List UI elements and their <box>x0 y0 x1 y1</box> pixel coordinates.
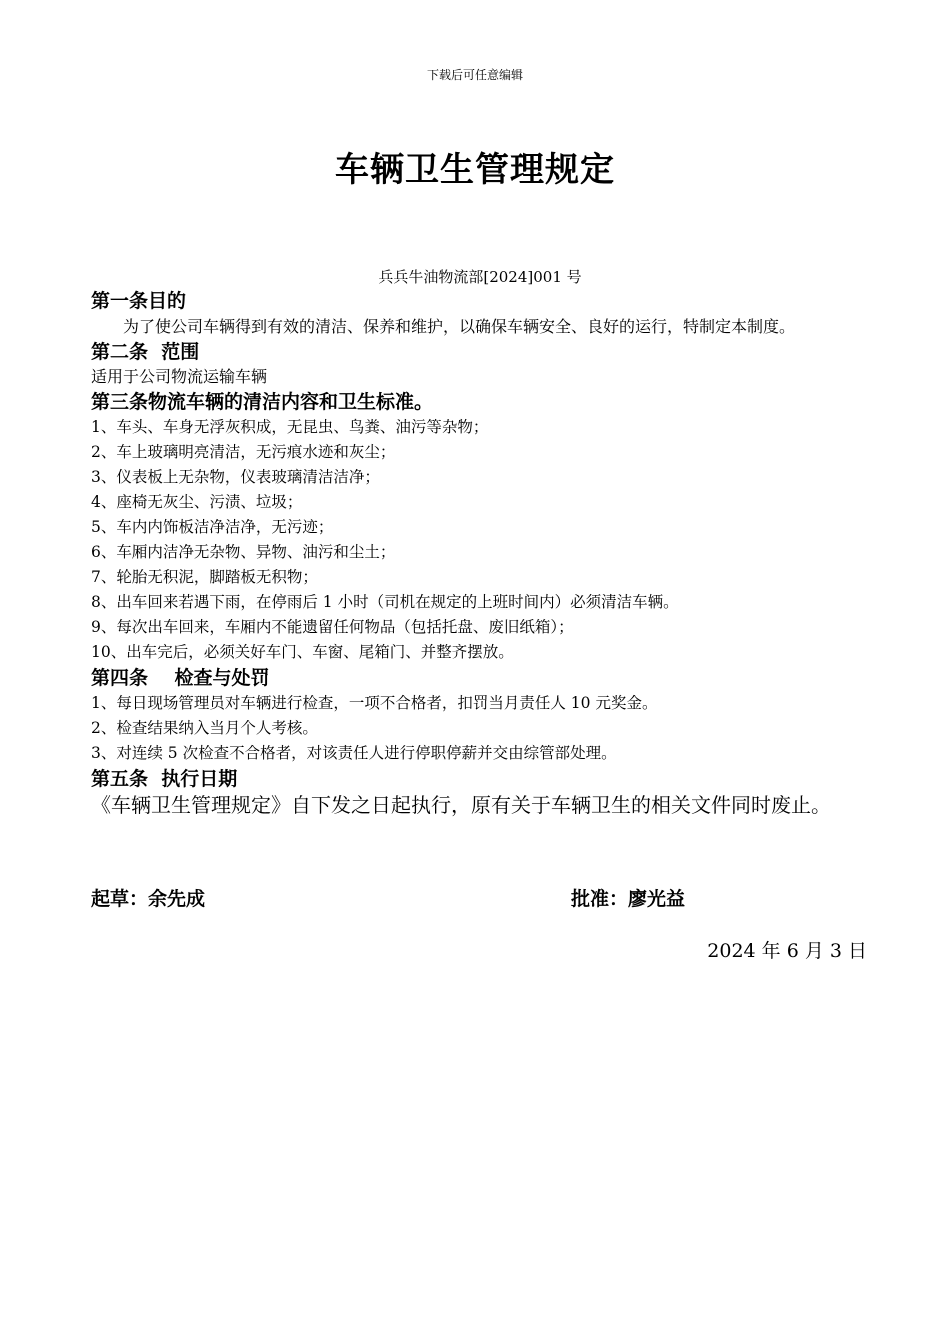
approver-signature: 批准：廖光益 <box>571 888 686 910</box>
section-3-list <box>91 415 867 665</box>
section-5-text: 《车辆卫生管理规定》自下发之日起执行，原有关于车辆卫生的相关文件同时废止。 <box>91 793 831 817</box>
document-date: 2024 年 6 月 3 日 <box>707 940 867 962</box>
signature-row <box>91 884 867 914</box>
document-body <box>91 288 867 819</box>
list-item: 7、轮胎无积泥，脚踏板无积物； <box>91 568 318 586</box>
section-2 <box>91 339 867 389</box>
list-item: 3、对连续 5 次检查不合格者，对该责任人进行停职停薪并交由综管部处理。 <box>91 744 617 762</box>
section-1-text: 为了使公司车辆得到有效的清洁、保养和维护，以确保车辆安全、良好的运行，特制定本制度。 <box>123 317 796 336</box>
list-item: 8、出车回来若遇下雨，在停雨后 1 小时（司机在规定的上班时间内）必须清洁车辆。 <box>91 593 679 611</box>
list-item: 10、出车完后，必须关好车门、车窗、尾箱门、并整齐摆放。 <box>91 643 514 661</box>
section-4-list <box>91 691 867 766</box>
header-note: 下载后可任意编辑 <box>426 68 523 82</box>
section-4 <box>91 665 867 766</box>
list-item: 9、每次出车回来，车厢内不能遗留任何物品（包括托盘、废旧纸箱）； <box>91 618 574 636</box>
section-2-heading: 第二条 范围 <box>91 341 200 363</box>
list-item: 2、车上玻璃明亮清洁，无污痕水迹和灰尘； <box>91 443 396 461</box>
section-4-heading: 第四条 检查与处罚 <box>91 667 270 689</box>
section-5 <box>91 766 867 819</box>
section-3-heading: 第三条物流车辆的清洁内容和卫生标准。 <box>91 391 434 413</box>
document-number: 兵兵牛油物流部[2024]001 号 <box>378 268 582 286</box>
section-2-text: 适用于公司物流运输车辆 <box>91 367 268 386</box>
list-item: 5、车内内饰板洁净洁净，无污迹； <box>91 518 334 536</box>
section-1-heading: 第一条目的 <box>91 290 187 312</box>
list-item: 2、检查结果纳入当月个人考核。 <box>91 719 318 737</box>
list-item: 4、座椅无灰尘、污渍、垃圾； <box>91 493 303 511</box>
list-item: 6、车厢内洁净无杂物、异物、油污和尘土； <box>91 543 396 561</box>
list-item: 1、车头、车身无浮灰积成，无昆虫、鸟粪、油污等杂物； <box>91 418 489 436</box>
list-item: 1、每日现场管理员对车辆进行检查，一项不合格者，扣罚当月责任人 10 元奖金。 <box>91 694 658 712</box>
section-5-heading: 第五条 执行日期 <box>91 768 238 790</box>
section-3 <box>91 389 867 665</box>
page-title: 车辆卫生管理规定 <box>335 150 615 190</box>
drafter-signature: 起草：余先成 <box>91 888 206 910</box>
list-item: 3、仪表板上无杂物，仪表玻璃清洁洁净； <box>91 468 380 486</box>
section-1 <box>91 288 867 339</box>
